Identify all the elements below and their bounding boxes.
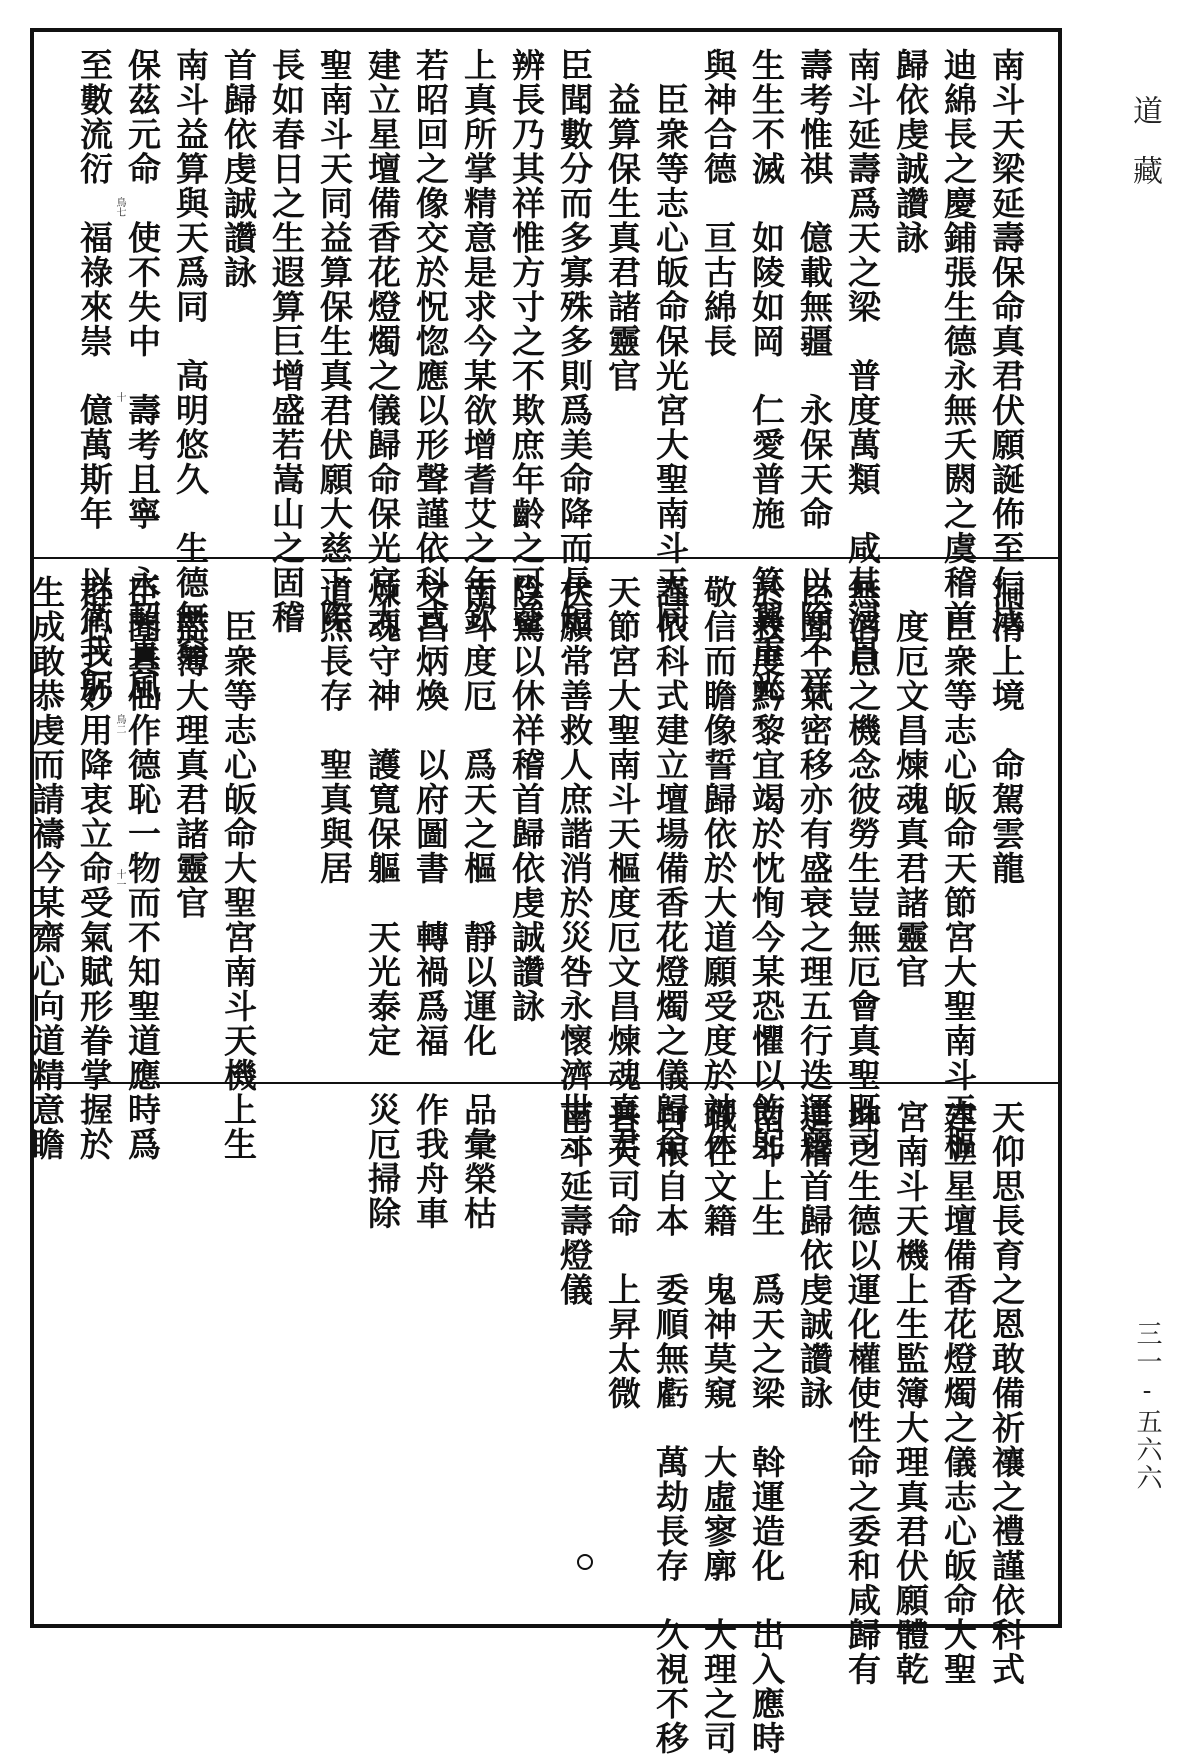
text-column: 宮南斗天機上生監簿大理真君伏願體乾 bbox=[891, 1100, 930, 1687]
text-column: 陰騭以休祥稽首歸依虔誠讚詠 bbox=[507, 575, 546, 1024]
text-column: 臣衆等志心皈命大聖宮南斗天機上生 bbox=[219, 575, 258, 1162]
text-column: 謹依科式建立壇場備香花燈燭之儀歸命 bbox=[651, 575, 690, 1162]
text-column: 迪綿長之慶鋪張生德永無夭閼之虞稽首 bbox=[939, 48, 978, 635]
text-column: 監簿大理真君諸靈官 bbox=[171, 575, 210, 920]
text-column: 建立星壇備香花燈燭之儀志心皈命大聖 bbox=[939, 1100, 978, 1687]
text-column: 坤之生德以運化權使性命之委和咸歸有 bbox=[843, 1100, 882, 1687]
margin-collection-title: 道藏 bbox=[1127, 95, 1162, 215]
text-column: 南斗天梁延壽保命真君伏願誕佈至仁成 bbox=[987, 48, 1026, 635]
text-panel-top bbox=[34, 32, 1058, 704]
text-column: 臣聞數分而多寡殊多則爲美命降而長短 bbox=[555, 48, 594, 635]
text-column: 歸依虔誠讚詠 bbox=[891, 48, 930, 255]
text-column: 度厄文昌煉魂真君諸靈官 bbox=[891, 575, 930, 989]
text-column: 敬信而瞻像誓歸依於大道願受度於神休 bbox=[699, 575, 738, 1162]
text-column: 伏願常善救人庶諧消於災咎永懷濟世示 bbox=[555, 575, 594, 1162]
text-column: 上真所掌精意是求今某欲增耆艾之年欽 bbox=[459, 48, 498, 635]
text-column: 壽考惟祺 億載無疆 永保天命 以除不祥 bbox=[795, 48, 834, 704]
folio-mark: 鳥七 bbox=[114, 197, 125, 217]
text-column: 聖南斗天同益算保生真君伏願大慈下際 bbox=[315, 48, 354, 635]
text-column bbox=[262, 575, 310, 1072]
text-column: 生成敢恭虔而請禱今某齋心向道精意瞻 bbox=[27, 575, 66, 1162]
text-panel-bottom bbox=[34, 1084, 1058, 1756]
text-column: 若昭回之像交於怳惚應以形聲謹依科式 bbox=[411, 48, 450, 635]
text-column: 臣聞真仙作德恥一物而不知聖道應時爲 bbox=[123, 575, 162, 1162]
text-column: 洞清上境 命駕雲龍 bbox=[987, 575, 1026, 886]
text-column: 與神合德 亘古綿長 bbox=[699, 48, 738, 359]
folio-mark: 十一 bbox=[114, 869, 125, 889]
text-column: 長如春日之生遐算巨增盛若嵩山之固稽 bbox=[267, 48, 306, 635]
text-column: 生生不滅 如陵如岡 仁愛普施 箕翼重光 bbox=[747, 48, 786, 704]
text-column: 南斗延壽燈儀 bbox=[555, 1100, 594, 1307]
text-column: 至數流衍 福祿來崇 億萬斯年 以衛我躬 bbox=[75, 48, 114, 704]
text-column: 臣衆等志心皈命天節宮大聖南斗天樞 bbox=[939, 575, 978, 1162]
text-column: 普天司命 上昇太微 bbox=[603, 1100, 642, 1411]
text-column: 煉魂守神 護寬保軀 天光泰定 災厄掃除 bbox=[363, 575, 402, 1231]
text-column: 無消息之機念彼勞生豈無厄會真聖既司 bbox=[843, 575, 882, 1162]
section-end-circle-mark bbox=[577, 1554, 593, 1570]
text-column: 益算保生真君諸靈官 bbox=[603, 48, 642, 393]
text-column: 南斗延壽爲天之梁 普度萬類 咸其浸昌 bbox=[843, 48, 882, 669]
text-column: 保茲元命 使不失中 壽考且寧 永契真風 bbox=[123, 48, 162, 704]
text-column: 臣衆等志心皈命保光宮大聖南斗天同 bbox=[651, 48, 690, 635]
text-column: 職在文籍 鬼神莫窺 大虛寥廓 大理之司 bbox=[699, 1100, 738, 1756]
text-column: 群心之妙用降衷立命受氣賦形眷掌握於 bbox=[75, 575, 114, 1162]
text-column: 南斗益算與天爲同 高明悠久 生德無窮 bbox=[171, 48, 210, 669]
folio-mark: 鳥二 bbox=[114, 714, 125, 734]
text-column: 自根自本 委順無虧 萬劫長存 久視不移 bbox=[651, 1100, 690, 1756]
text-column: 南斗上生 爲天之梁 斡運造化 出入應時 bbox=[747, 1100, 786, 1756]
text-column: 天節宮大聖南斗天樞度厄文昌煉魂真君 bbox=[603, 575, 642, 1162]
text-column: 於救度黔黎宜竭於忱恂今某恐懼以飭躬 bbox=[747, 575, 786, 1162]
text-column: 道炁長存 聖真與居 bbox=[315, 575, 354, 886]
page-frame bbox=[27, 28, 1062, 1756]
text-column: 臣聞二氣密移亦有盛衰之理五行迭運曾 bbox=[795, 575, 834, 1162]
text-column: 道稽首歸依虔誠讚詠 bbox=[795, 1100, 834, 1411]
text-column: 首歸依虔誠讚詠 bbox=[219, 48, 258, 290]
text-column: 辨長乃其祥惟方寸之不欺庶年齡之可益 bbox=[507, 48, 546, 635]
margin-page-number: 三一-五六六 bbox=[1132, 1320, 1162, 1492]
folio-mark: 十 bbox=[114, 392, 125, 402]
text-column: 建立星壇備香花燈燭之儀歸命保光宮大 bbox=[363, 48, 402, 635]
text-column: 南斗度厄 爲天之樞 靜以運化 品彙榮枯 bbox=[459, 575, 498, 1231]
text-column: 文昌炳煥 以府圖書 轉禍爲福 作我舟車 bbox=[411, 575, 450, 1231]
text-column: 天仰思長育之恩敢備祈禳之禮謹依科式 bbox=[987, 1100, 1026, 1687]
